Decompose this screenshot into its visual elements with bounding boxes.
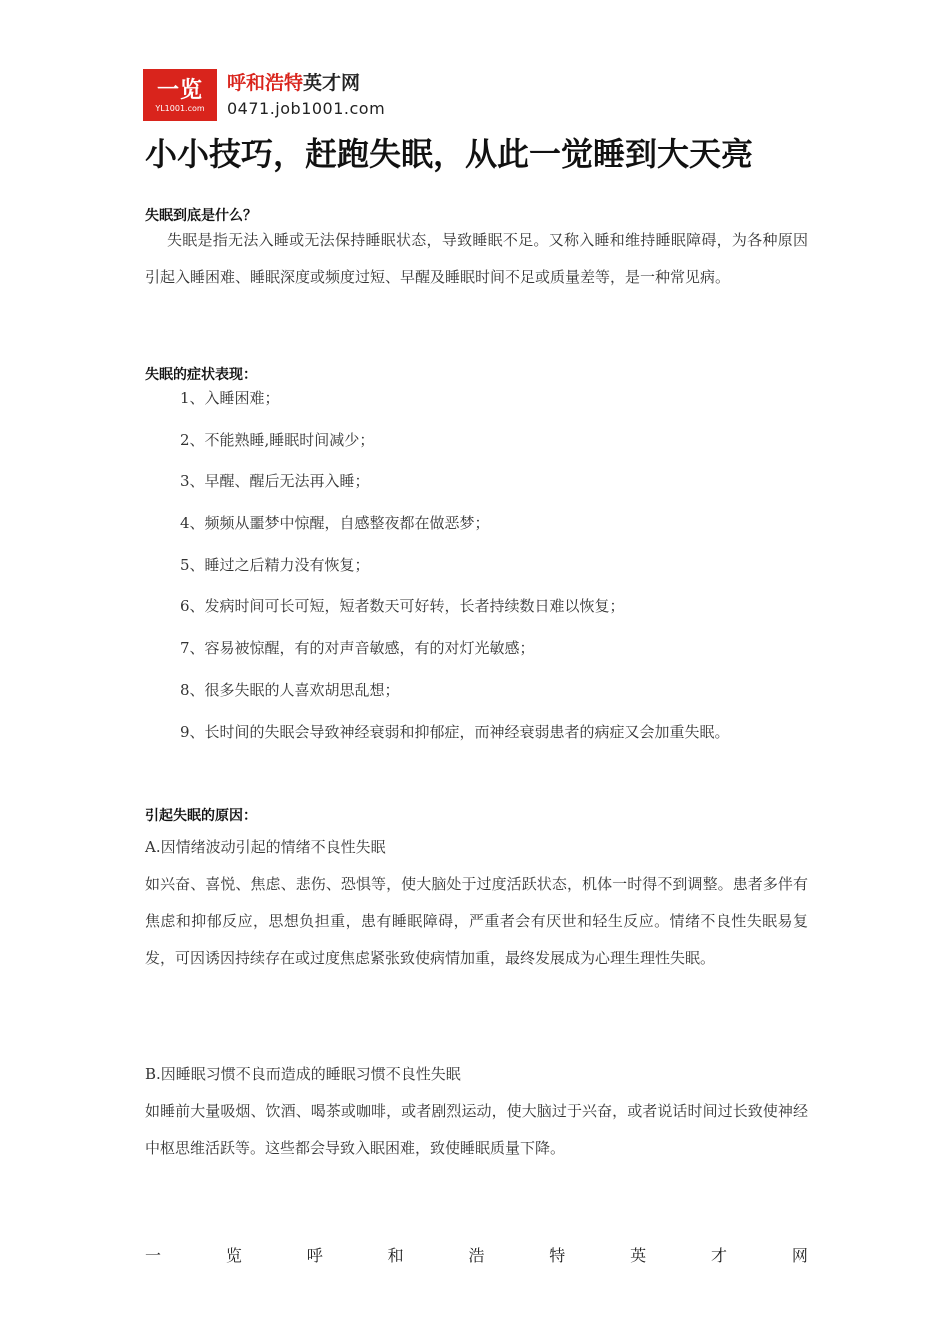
cause-a-title: A.因情绪波动引起的情绪不良性失眠 xyxy=(145,838,386,856)
section-heading-what-is-insomnia: 失眠到底是什么？ xyxy=(145,208,257,224)
list-item: 6、发病时间可长可短，短者数天可好转，长者持续数日难以恢复； xyxy=(180,597,625,616)
paragraph-definition: 失眠是指无法入睡或无法保持睡眠状态，导致睡眠不足。又称入睡和维持睡眠障碍，为各种原因引起入睡困难、睡眠深度或频度过短、早醒及睡眠时间不足或质量差等，是一种常见病。 xyxy=(145,231,808,286)
document-title: 小小技巧，赶跑失眠，从此一觉睡到大天亮 xyxy=(145,135,754,173)
list-item: 4、频频从噩梦中惊醒，自感整夜都在做恶梦； xyxy=(180,514,490,533)
logo-badge xyxy=(143,69,217,121)
footer-char: 才 xyxy=(711,1246,728,1265)
cause-b-body: 如睡前大量吸烟、饮酒、喝茶或咖啡，或者剧烈运动，使大脑过于兴奋，或者说话时间过长致使神经中枢思维活跃等。这些都会导致入眠困难，致使睡眠质量下降。 xyxy=(145,1102,808,1157)
footer-char: 呼 xyxy=(306,1246,323,1265)
footer-char: 和 xyxy=(387,1246,404,1265)
footer-char: 英 xyxy=(630,1246,647,1265)
footer-char: 特 xyxy=(549,1246,566,1265)
cause-a-body: 如兴奋、喜悦、焦虑、悲伤、恐惧等，使大脑处于过度活跃状态，机体一时得不到调整。患者多伴有焦虑和抑郁反应，思想负担重，患有睡眠障碍，严重者会有厌世和轻生反应。情绪不良性失眠易复发，可因诱因持续存在或过度焦虑紧张致使病情加重，最终发展成为心理生理性失眠。 xyxy=(145,875,808,967)
logo-site-name xyxy=(227,71,360,95)
logo-name-city: 呼和浩特 xyxy=(227,72,304,94)
list-item: 2、不能熟睡,睡眠时间减少； xyxy=(180,430,375,449)
logo-url: 0471.job1001.com xyxy=(227,99,386,118)
list-item: 5、睡过之后精力没有恢复； xyxy=(180,555,370,574)
list-item: 9、长时间的失眠会导致神经衰弱和抑郁症，而神经衰弱患者的病症又会加重失眠。 xyxy=(180,722,730,741)
page-footer xyxy=(145,1243,808,1269)
footer-char: 网 xyxy=(791,1246,808,1265)
site-logo xyxy=(143,69,403,121)
footer-char: 浩 xyxy=(468,1246,485,1265)
logo-badge-domain: YL1001.com xyxy=(155,104,205,113)
symptoms-list xyxy=(180,385,810,760)
footer-char: 览 xyxy=(225,1246,242,1265)
logo-name-brand: 英才网 xyxy=(303,72,361,94)
list-item: 3、早醒、醒后无法再入睡； xyxy=(180,472,370,491)
cause-b-title: B.因睡眠习惯不良而造成的睡眠习惯不良性失眠 xyxy=(145,1065,461,1083)
section-heading-causes: 引起失眠的原因： xyxy=(145,808,257,824)
list-item: 1、入睡困难； xyxy=(180,389,280,407)
logo-badge-text: 一览 xyxy=(156,78,203,103)
footer-char: 一 xyxy=(145,1246,162,1265)
list-item: 8、很多失眠的人喜欢胡思乱想； xyxy=(180,680,400,699)
section-heading-symptoms: 失眠的症状表现： xyxy=(145,367,257,383)
list-item: 7、容易被惊醒，有的对声音敏感，有的对灯光敏感； xyxy=(180,639,535,658)
